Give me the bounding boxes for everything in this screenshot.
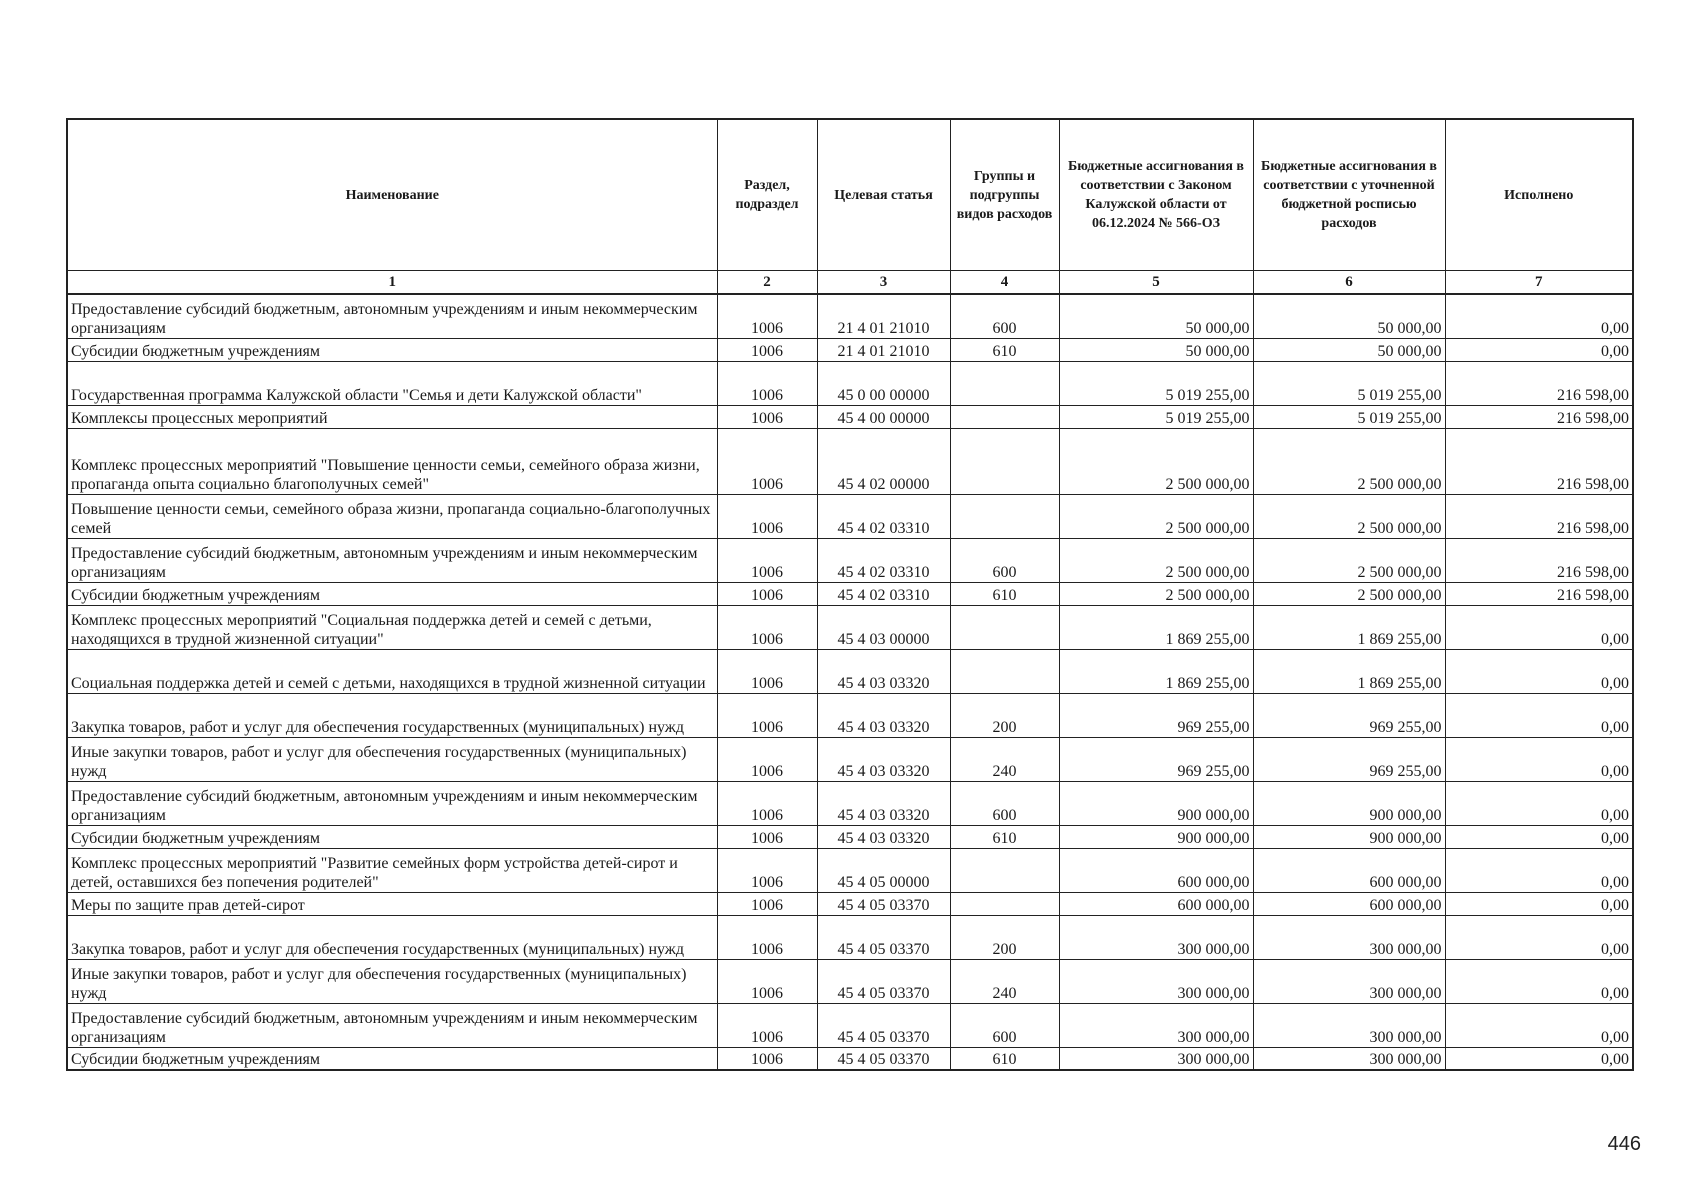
row-section: 1006 (717, 361, 817, 405)
header-law-allocation: Бюджетные ассигнования в соответствии с Законом Калужской области от 06.12.2024 № 566-ОЗ (1059, 119, 1253, 271)
row-name: Комплекс процессных мероприятий "Социальная поддержка детей и семей с детьми, находящихся в трудной жизненной ситуации" (67, 605, 717, 649)
row-refined-allocation: 600 000,00 (1253, 848, 1445, 892)
row-law-allocation: 2 500 000,00 (1059, 538, 1253, 582)
row-group (950, 428, 1059, 494)
row-law-allocation: 969 255,00 (1059, 693, 1253, 737)
table-row (67, 494, 1633, 538)
row-refined-allocation: 300 000,00 (1253, 1047, 1445, 1070)
row-group: 200 (950, 693, 1059, 737)
row-name: Предоставление субсидий бюджетным, автономным учреждениям и иным некоммерческим организациям (67, 1003, 717, 1047)
row-law-allocation: 900 000,00 (1059, 781, 1253, 825)
row-law-allocation: 600 000,00 (1059, 848, 1253, 892)
row-group: 600 (950, 781, 1059, 825)
row-name: Предоставление субсидий бюджетным, автономным учреждениям и иным некоммерческим организациям (67, 538, 717, 582)
table-body (67, 294, 1633, 1070)
row-law-allocation: 300 000,00 (1059, 915, 1253, 959)
table-row (67, 1047, 1633, 1070)
table-row (67, 959, 1633, 1003)
row-executed: 0,00 (1445, 649, 1633, 693)
row-group (950, 405, 1059, 428)
row-executed: 0,00 (1445, 848, 1633, 892)
row-article: 45 4 05 03370 (817, 1003, 950, 1047)
row-section: 1006 (717, 649, 817, 693)
row-refined-allocation: 2 500 000,00 (1253, 428, 1445, 494)
row-group: 200 (950, 915, 1059, 959)
row-name: Повышение ценности семьи, семейного образа жизни, пропаганда социально-благополучных семей (67, 494, 717, 538)
row-executed: 216 598,00 (1445, 582, 1633, 605)
row-name: Социальная поддержка детей и семей с детьми, находящихся в трудной жизненной ситуации (67, 649, 717, 693)
row-executed: 0,00 (1445, 781, 1633, 825)
row-article: 45 4 02 00000 (817, 428, 950, 494)
row-law-allocation: 50 000,00 (1059, 338, 1253, 361)
row-group (950, 892, 1059, 915)
row-refined-allocation: 969 255,00 (1253, 737, 1445, 781)
table-row (67, 825, 1633, 848)
row-refined-allocation: 300 000,00 (1253, 1003, 1445, 1047)
row-refined-allocation: 600 000,00 (1253, 892, 1445, 915)
column-number: 5 (1059, 271, 1253, 295)
row-section: 1006 (717, 1003, 817, 1047)
row-article: 45 4 05 03370 (817, 915, 950, 959)
row-group (950, 848, 1059, 892)
row-name: Закупка товаров, работ и услуг для обеспечения государственных (муниципальных) нужд (67, 693, 717, 737)
row-name: Субсидии бюджетным учреждениям (67, 338, 717, 361)
row-executed: 216 598,00 (1445, 538, 1633, 582)
budget-table (66, 118, 1634, 1071)
header-article: Целевая статья (817, 119, 950, 271)
row-group: 600 (950, 1003, 1059, 1047)
row-name: Иные закупки товаров, работ и услуг для обеспечения государственных (муниципальных) нужд (67, 737, 717, 781)
header-group: Группы и подгруппы видов расходов (950, 119, 1059, 271)
row-name: Комплекс процессных мероприятий "Повышение ценности семьи, семейного образа жизни, пропаганда опыта социально благополучных семей" (67, 428, 717, 494)
row-section: 1006 (717, 582, 817, 605)
row-executed: 0,00 (1445, 294, 1633, 338)
row-article: 45 4 00 00000 (817, 405, 950, 428)
row-executed: 0,00 (1445, 915, 1633, 959)
row-name: Субсидии бюджетным учреждениям (67, 582, 717, 605)
row-executed: 216 598,00 (1445, 494, 1633, 538)
row-executed: 216 598,00 (1445, 428, 1633, 494)
row-article: 45 4 02 03310 (817, 582, 950, 605)
column-number: 6 (1253, 271, 1445, 295)
row-article: 21 4 01 21010 (817, 338, 950, 361)
row-law-allocation: 300 000,00 (1059, 1047, 1253, 1070)
row-group: 240 (950, 959, 1059, 1003)
row-executed: 0,00 (1445, 338, 1633, 361)
row-article: 45 4 03 00000 (817, 605, 950, 649)
table-row (67, 649, 1633, 693)
row-refined-allocation: 1 869 255,00 (1253, 649, 1445, 693)
row-article: 21 4 01 21010 (817, 294, 950, 338)
row-group (950, 361, 1059, 405)
row-article: 45 4 03 03320 (817, 737, 950, 781)
row-refined-allocation: 1 869 255,00 (1253, 605, 1445, 649)
row-group: 610 (950, 1047, 1059, 1070)
header-name: Наименование (67, 119, 717, 271)
row-section: 1006 (717, 338, 817, 361)
row-refined-allocation: 900 000,00 (1253, 825, 1445, 848)
row-law-allocation: 2 500 000,00 (1059, 582, 1253, 605)
row-refined-allocation: 900 000,00 (1253, 781, 1445, 825)
row-name: Комплекс процессных мероприятий "Развитие семейных форм устройства детей-сирот и детей, оставшихся без попечения родителей" (67, 848, 717, 892)
header-executed: Исполнено (1445, 119, 1633, 271)
row-name: Государственная программа Калужской области "Семья и дети Калужской области" (67, 361, 717, 405)
row-article: 45 4 02 03310 (817, 538, 950, 582)
row-section: 1006 (717, 405, 817, 428)
table-row (67, 428, 1633, 494)
row-executed: 0,00 (1445, 693, 1633, 737)
row-law-allocation: 300 000,00 (1059, 959, 1253, 1003)
row-section: 1006 (717, 605, 817, 649)
row-executed: 0,00 (1445, 959, 1633, 1003)
row-law-allocation: 600 000,00 (1059, 892, 1253, 915)
row-law-allocation: 1 869 255,00 (1059, 605, 1253, 649)
row-refined-allocation: 50 000,00 (1253, 338, 1445, 361)
header-row (67, 119, 1633, 271)
row-group (950, 605, 1059, 649)
table-row (67, 294, 1633, 338)
row-article: 45 4 05 03370 (817, 1047, 950, 1070)
column-number: 3 (817, 271, 950, 295)
row-group: 600 (950, 294, 1059, 338)
row-executed: 216 598,00 (1445, 361, 1633, 405)
table-row (67, 582, 1633, 605)
table-row (67, 737, 1633, 781)
table-row (67, 915, 1633, 959)
row-section: 1006 (717, 538, 817, 582)
row-name: Комплексы процессных мероприятий (67, 405, 717, 428)
column-number: 1 (67, 271, 717, 295)
row-section: 1006 (717, 1047, 817, 1070)
row-executed: 0,00 (1445, 1003, 1633, 1047)
row-section: 1006 (717, 848, 817, 892)
row-article: 45 4 03 03320 (817, 649, 950, 693)
row-executed: 0,00 (1445, 825, 1633, 848)
row-article: 45 4 03 03320 (817, 693, 950, 737)
row-refined-allocation: 2 500 000,00 (1253, 494, 1445, 538)
row-executed: 0,00 (1445, 892, 1633, 915)
page-number: 446 (1607, 1133, 1641, 1155)
row-refined-allocation: 300 000,00 (1253, 959, 1445, 1003)
row-refined-allocation: 50 000,00 (1253, 294, 1445, 338)
row-name: Субсидии бюджетным учреждениям (67, 1047, 717, 1070)
row-section: 1006 (717, 294, 817, 338)
row-name: Предоставление субсидий бюджетным, автономным учреждениям и иным некоммерческим организациям (67, 781, 717, 825)
row-group: 610 (950, 825, 1059, 848)
row-section: 1006 (717, 737, 817, 781)
row-law-allocation: 1 869 255,00 (1059, 649, 1253, 693)
row-law-allocation: 969 255,00 (1059, 737, 1253, 781)
table-row (67, 361, 1633, 405)
table-row (67, 1003, 1633, 1047)
row-group (950, 649, 1059, 693)
column-number: 2 (717, 271, 817, 295)
table-row (67, 605, 1633, 649)
row-article: 45 4 03 03320 (817, 781, 950, 825)
table-row (67, 538, 1633, 582)
row-refined-allocation: 5 019 255,00 (1253, 361, 1445, 405)
row-executed: 0,00 (1445, 737, 1633, 781)
row-law-allocation: 900 000,00 (1059, 825, 1253, 848)
row-refined-allocation: 2 500 000,00 (1253, 538, 1445, 582)
table-row (67, 693, 1633, 737)
row-name: Иные закупки товаров, работ и услуг для обеспечения государственных (муниципальных) нужд (67, 959, 717, 1003)
row-section: 1006 (717, 825, 817, 848)
header-refined-allocation: Бюджетные ассигнования в соответствии с уточненной бюджетной росписью расходов (1253, 119, 1445, 271)
row-section: 1006 (717, 892, 817, 915)
column-number: 7 (1445, 271, 1633, 295)
table-row (67, 892, 1633, 915)
row-refined-allocation: 300 000,00 (1253, 915, 1445, 959)
table-row (67, 338, 1633, 361)
row-law-allocation: 2 500 000,00 (1059, 428, 1253, 494)
row-law-allocation: 50 000,00 (1059, 294, 1253, 338)
column-number: 4 (950, 271, 1059, 295)
row-group: 240 (950, 737, 1059, 781)
row-group (950, 494, 1059, 538)
row-section: 1006 (717, 959, 817, 1003)
row-name: Предоставление субсидий бюджетным, автономным учреждениям и иным некоммерческим организациям (67, 294, 717, 338)
row-name: Субсидии бюджетным учреждениям (67, 825, 717, 848)
row-section: 1006 (717, 915, 817, 959)
row-article: 45 4 02 03310 (817, 494, 950, 538)
column-number-row (67, 271, 1633, 295)
row-article: 45 0 00 00000 (817, 361, 950, 405)
table-row (67, 848, 1633, 892)
row-law-allocation: 2 500 000,00 (1059, 494, 1253, 538)
row-section: 1006 (717, 781, 817, 825)
row-executed: 0,00 (1445, 605, 1633, 649)
row-law-allocation: 5 019 255,00 (1059, 405, 1253, 428)
row-refined-allocation: 2 500 000,00 (1253, 582, 1445, 605)
row-name: Меры по защите прав детей-сирот (67, 892, 717, 915)
row-executed: 0,00 (1445, 1047, 1633, 1070)
row-group: 610 (950, 582, 1059, 605)
row-group: 610 (950, 338, 1059, 361)
header-section: Раздел, подраздел (717, 119, 817, 271)
row-section: 1006 (717, 693, 817, 737)
row-law-allocation: 5 019 255,00 (1059, 361, 1253, 405)
table-row (67, 781, 1633, 825)
row-section: 1006 (717, 428, 817, 494)
row-article: 45 4 03 03320 (817, 825, 950, 848)
row-article: 45 4 05 03370 (817, 892, 950, 915)
row-law-allocation: 300 000,00 (1059, 1003, 1253, 1047)
row-article: 45 4 05 03370 (817, 959, 950, 1003)
row-refined-allocation: 969 255,00 (1253, 693, 1445, 737)
row-name: Закупка товаров, работ и услуг для обеспечения государственных (муниципальных) нужд (67, 915, 717, 959)
row-section: 1006 (717, 494, 817, 538)
row-article: 45 4 05 00000 (817, 848, 950, 892)
row-group: 600 (950, 538, 1059, 582)
row-executed: 216 598,00 (1445, 405, 1633, 428)
row-refined-allocation: 5 019 255,00 (1253, 405, 1445, 428)
table-row (67, 405, 1633, 428)
